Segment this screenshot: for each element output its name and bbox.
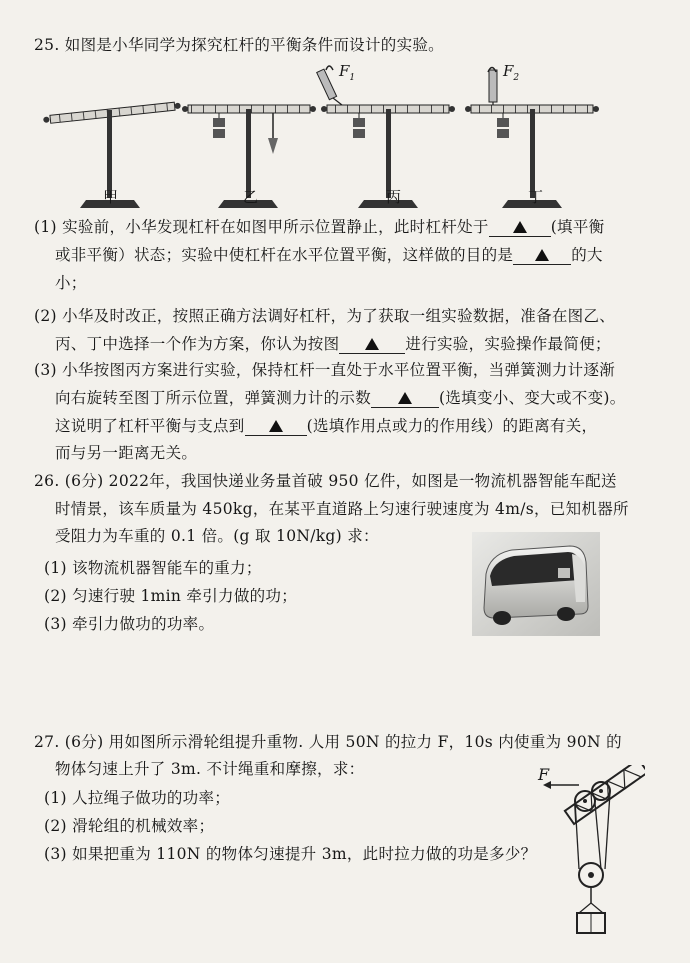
figure-label-jia: 甲	[103, 188, 119, 206]
q25-part3-line1: (3) 小华按图丙方案进行实验，保持杠杆一直处于水平位置平衡，当弹簧测力计逐渐	[34, 361, 616, 379]
q27-sub3: (3) 如果把重为 110N 的物体匀速提升 3m，此时拉力做的功是多少？	[44, 845, 537, 863]
blank-marker-icon	[365, 338, 379, 350]
answer-blank-2[interactable]	[513, 246, 571, 265]
pulley-system-figure	[535, 765, 645, 940]
delivery-robot-photo	[472, 532, 600, 636]
force-label-f2: $F_2$	[503, 62, 520, 83]
q26-sub1: (1) 该物流机器智能车的重力；	[44, 559, 262, 577]
q26-sub3: (3) 牵引力做功的功率。	[44, 615, 215, 633]
q26-stem-line3: 受阻力为车重的 0.1 倍。(g 取 10N/kg) 求：	[55, 527, 379, 545]
figure-label-bing: 丙	[386, 188, 402, 206]
q25-part1-line2: 或非平衡）状态；实验中使杠杆在水平位置平衡，这样做的目的是 的大	[55, 246, 603, 264]
force-label-f1: $F_1$	[339, 62, 356, 83]
q26-sub2: (2) 匀速行驶 1min 牵引力做的功；	[44, 587, 298, 605]
q25-part2-line2: 丙、丁中选择一个作为方案，你认为按图 进行实验，实验操作最简便；	[55, 335, 611, 353]
answer-blank-3[interactable]	[339, 335, 405, 354]
q27-sub2: (2) 滑轮组的机械效率；	[44, 817, 215, 835]
q27-stem-line1: 27. (6分) 用如图所示滑轮组提升重物. 人用 50N 的拉力 F，10s 内使重为 90N 的	[34, 733, 622, 751]
answer-blank-5[interactable]	[245, 417, 307, 436]
blank-marker-icon	[513, 221, 527, 233]
blank-marker-icon	[398, 392, 412, 404]
answer-blank-4[interactable]	[371, 389, 439, 408]
q26-stem-line2: 时情景，该车质量为 450kg，在某平直道路上匀速行驶速度为 4m/s，已知机器所	[55, 500, 629, 518]
figure-label-ding: 丁	[528, 188, 544, 206]
blank-marker-icon	[535, 249, 549, 261]
q25-part3-line2: 向右旋转至图丁所示位置，弹簧测力计的示数 (选填变小、变大或不变)。	[55, 389, 626, 407]
answer-blank-1[interactable]	[489, 218, 551, 237]
q25-part2-line1: (2) 小华及时改正，按照正确方法调好杠杆，为了获取一组实验数据，准备在图乙、	[34, 307, 616, 325]
q25-part1-line3: 小；	[55, 274, 87, 292]
q26-stem-line1: 26. (6分) 2022年，我国快递业务量首破 950 亿件，如图是一物流机器智能车配送	[34, 472, 617, 490]
figure-label-yi: 乙	[243, 188, 259, 206]
q27-stem-line2: 物体匀速上升了 3m. 不计绳重和摩擦，求：	[55, 760, 365, 778]
pulley-force-label: F	[538, 765, 550, 784]
q25-part1-line1: (1) 实验前，小华发现杠杆在如图甲所示位置静止，此时杠杆处于 (填平衡	[34, 218, 605, 236]
q25-part3-line3: 这说明了杠杆平衡与支点到 (选填作用点或力的作用线）的距离有关，	[55, 417, 598, 435]
q25-title: 25. 如图是小华同学为探究杠杆的平衡条件而设计的实验。	[34, 36, 444, 54]
blank-marker-icon	[269, 420, 283, 432]
q25-part3-line4: 而与另一距离无关。	[55, 444, 198, 462]
q27-sub1: (1) 人拉绳子做功的功率；	[44, 789, 231, 807]
